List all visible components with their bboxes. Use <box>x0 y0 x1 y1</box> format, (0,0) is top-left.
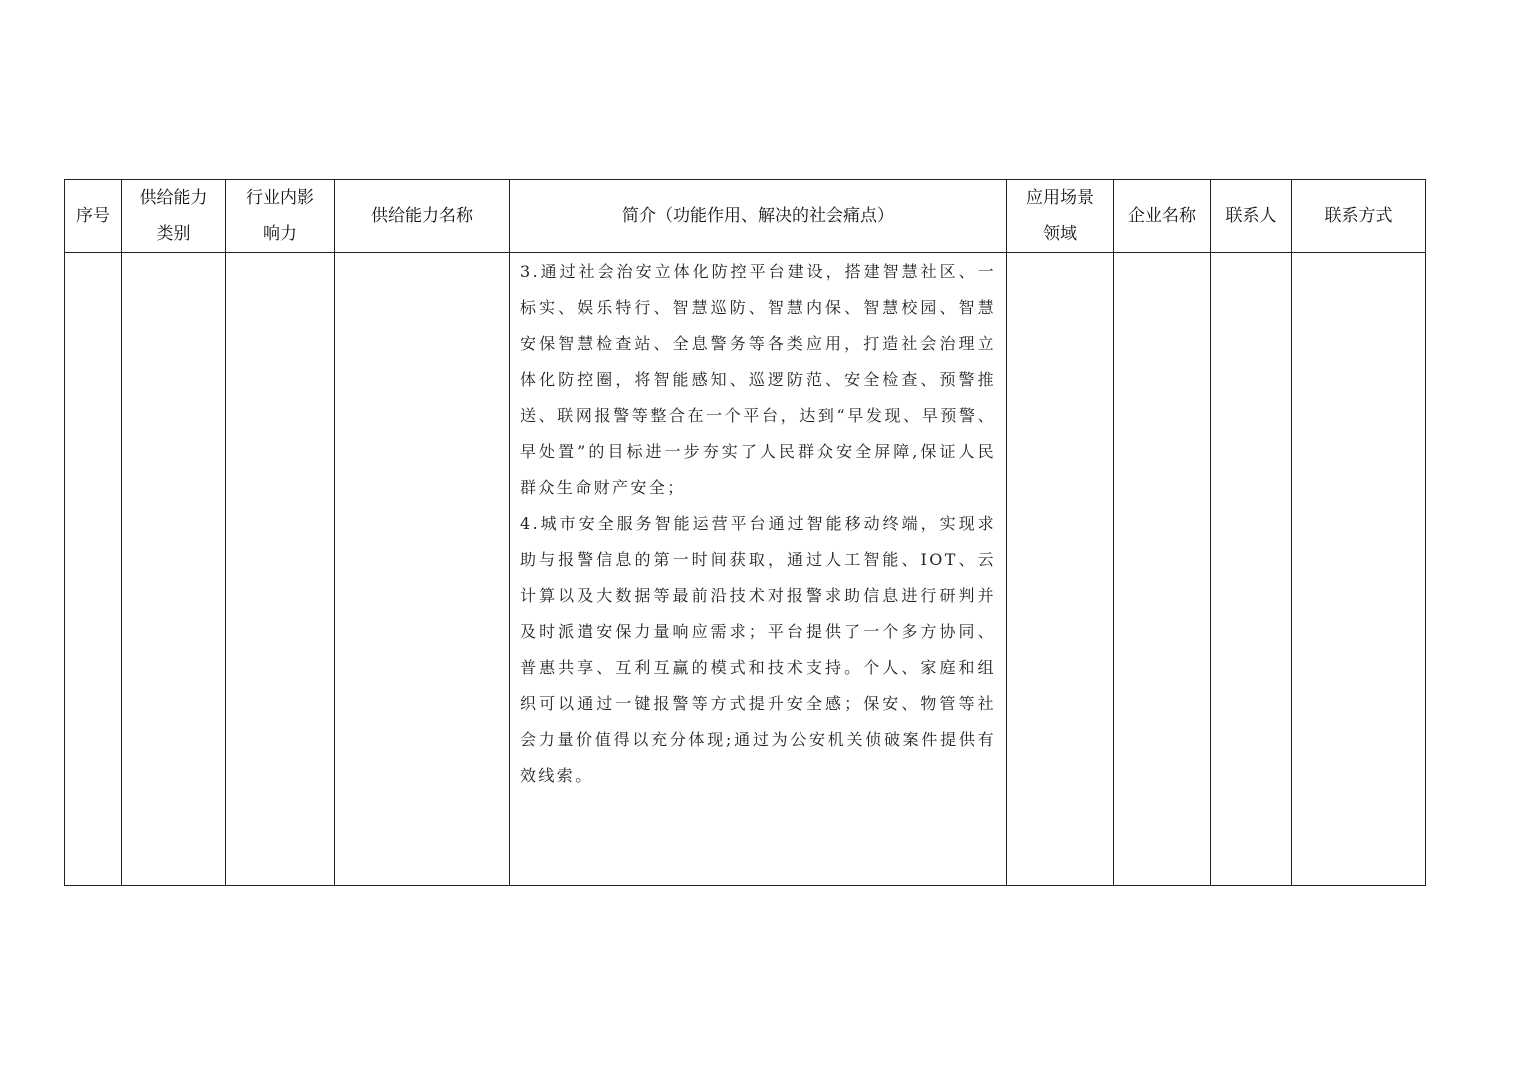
intro-paragraph-4: 4.城市安全服务智能运营平台通过智能移动终端，实现求助与报警信息的第一时间获取，通过人工智能、IOT、云计算以及大数据等最前沿技术对报警求助信息进行研判并及时派遣安保力量响应需求；平台提供了一个多方协同、普惠共享、互利互赢的模式和技术支持。个人、家庭和组织可以通过一键报警等方式提升安全感；保安、物管等社会力量价值得以充分体现;通过为公安机关侦破案件提供有效线索。 <box>520 514 996 785</box>
header-company: 企业名称 <box>1114 180 1211 253</box>
header-contact-method: 联系方式 <box>1292 180 1426 253</box>
header-capability-name: 供给能力名称 <box>335 180 510 253</box>
header-scenario <box>1007 180 1114 253</box>
intro-text-block <box>520 253 996 794</box>
header-row <box>65 180 1426 253</box>
cell-influence <box>226 253 335 886</box>
cell-intro <box>510 253 1007 886</box>
header-serial: 序号 <box>65 180 122 253</box>
cell-company <box>1114 253 1211 886</box>
supply-capability-table <box>64 179 1426 886</box>
header-category-text: 供给能力 类别 <box>139 188 208 244</box>
header-intro: 简介（功能作用、解决的社会痛点） <box>510 180 1007 253</box>
header-scenario-text: 应用场景 领域 <box>1026 188 1094 244</box>
table-row <box>65 253 1426 886</box>
cell-capability-name <box>335 253 510 886</box>
header-influence <box>226 180 335 253</box>
header-contact-person: 联系人 <box>1211 180 1292 253</box>
cell-serial <box>65 253 122 886</box>
cell-contact-method <box>1292 253 1426 886</box>
header-category <box>122 180 226 253</box>
cell-category <box>122 253 226 886</box>
cell-contact-person <box>1211 253 1292 886</box>
intro-paragraph-3: 3.通过社会治安立体化防控平台建设，搭建智慧社区、一标实、娱乐特行、智慧巡防、智慧内保、智慧校园、智慧安保智慧检查站、全息警务等各类应用，打造社会治理立体化防控圈，将智能感知、巡逻防范、安全检查、预警推送、联网报警等整合在一个平台，达到“早发现、早预警、早处置”的目标进一步夯实了人民群众安全屏障,保证人民群众生命财产安全； <box>520 262 996 497</box>
header-influence-text: 行业内影 响力 <box>246 188 314 244</box>
cell-scenario <box>1007 253 1114 886</box>
